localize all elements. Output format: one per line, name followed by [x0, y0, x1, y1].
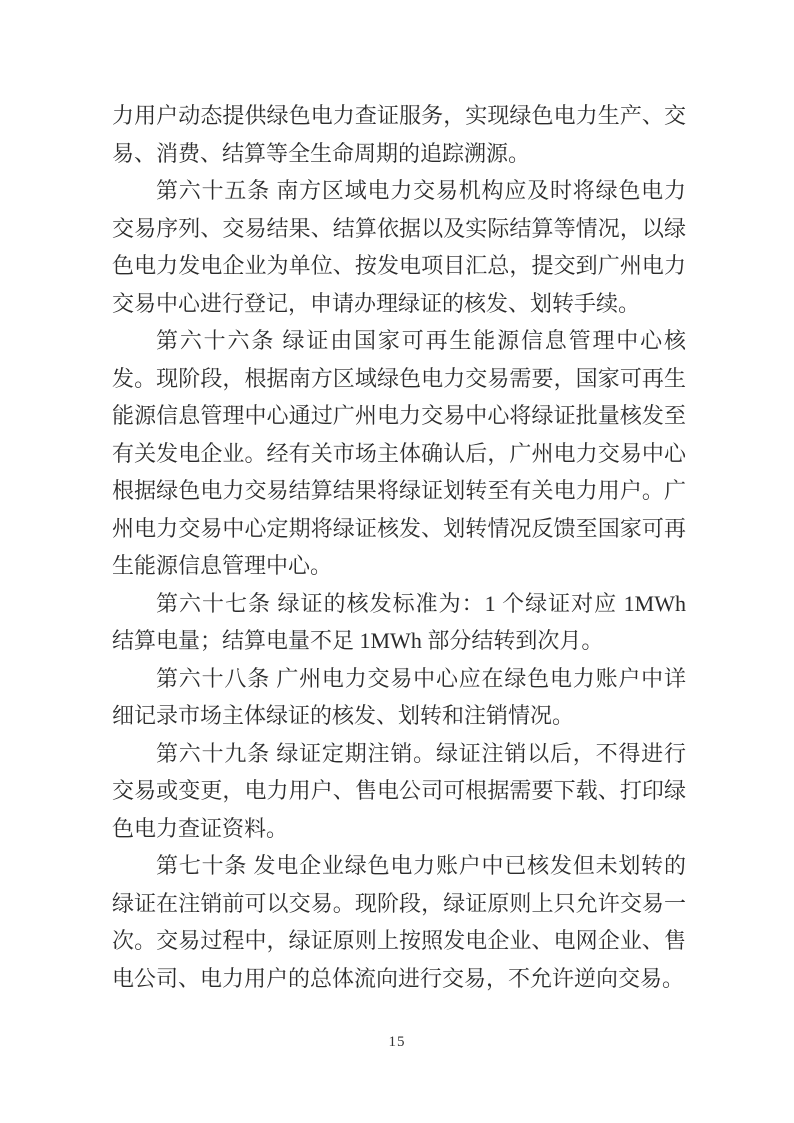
paragraph-article-70: 第七十条 发电企业绿色电力账户中已核发但未划转的绿证在注销前可以交易。现阶段，绿证原则上只允许交易一次。交易过程中，绿证原则上按照发电企业、电网企业、售电公司、电力用户的总体流向进行交易，不允许逆向交易。	[112, 853, 686, 991]
paragraph-article-66: 第六十六条 绿证由国家可再生能源信息管理中心核发。现阶段，根据南方区域绿色电力交易需要，国家可再生能源信息管理中心通过广州电力交易中心将绿证批量核发至有关发电企业。经有关市场主体确认后，广州电力交易中心根据绿色电力交易结算结果将绿证划转至有关电力用户。广州电力交易中心定期将绿证核发、划转情况反馈至国家可再生能源信息管理中心。	[112, 328, 686, 578]
page-number: 15	[388, 1034, 406, 1050]
paragraph-continuation: 力用户动态提供绿色电力查证服务，实现绿色电力生产、交易、消费、结算等全生命周期的追踪溯源。	[112, 103, 686, 166]
paragraph-article-68: 第六十八条 广州电力交易中心应在绿色电力账户中详细记录市场主体绿证的核发、划转和注销情况。	[112, 665, 686, 728]
paragraph-article-67: 第六十七条 绿证的核发标准为：1 个绿证对应 1MWh 结算电量；结算电量不足 1MWh 部分结转到次月。	[112, 590, 686, 653]
paragraph-article-69: 第六十九条 绿证定期注销。绿证注销以后，不得进行交易或变更，电力用户、售电公司可根据需要下载、打印绿色电力查证资料。	[112, 740, 686, 841]
document-body	[112, 97, 686, 997]
paragraph-article-65: 第六十五条 南方区域电力交易机构应及时将绿色电力交易序列、交易结果、结算依据以及实际结算等情况，以绿色电力发电企业为单位、按发电项目汇总，提交到广州电力交易中心进行登记，申请办理绿证的核发、划转手续。	[112, 178, 686, 316]
